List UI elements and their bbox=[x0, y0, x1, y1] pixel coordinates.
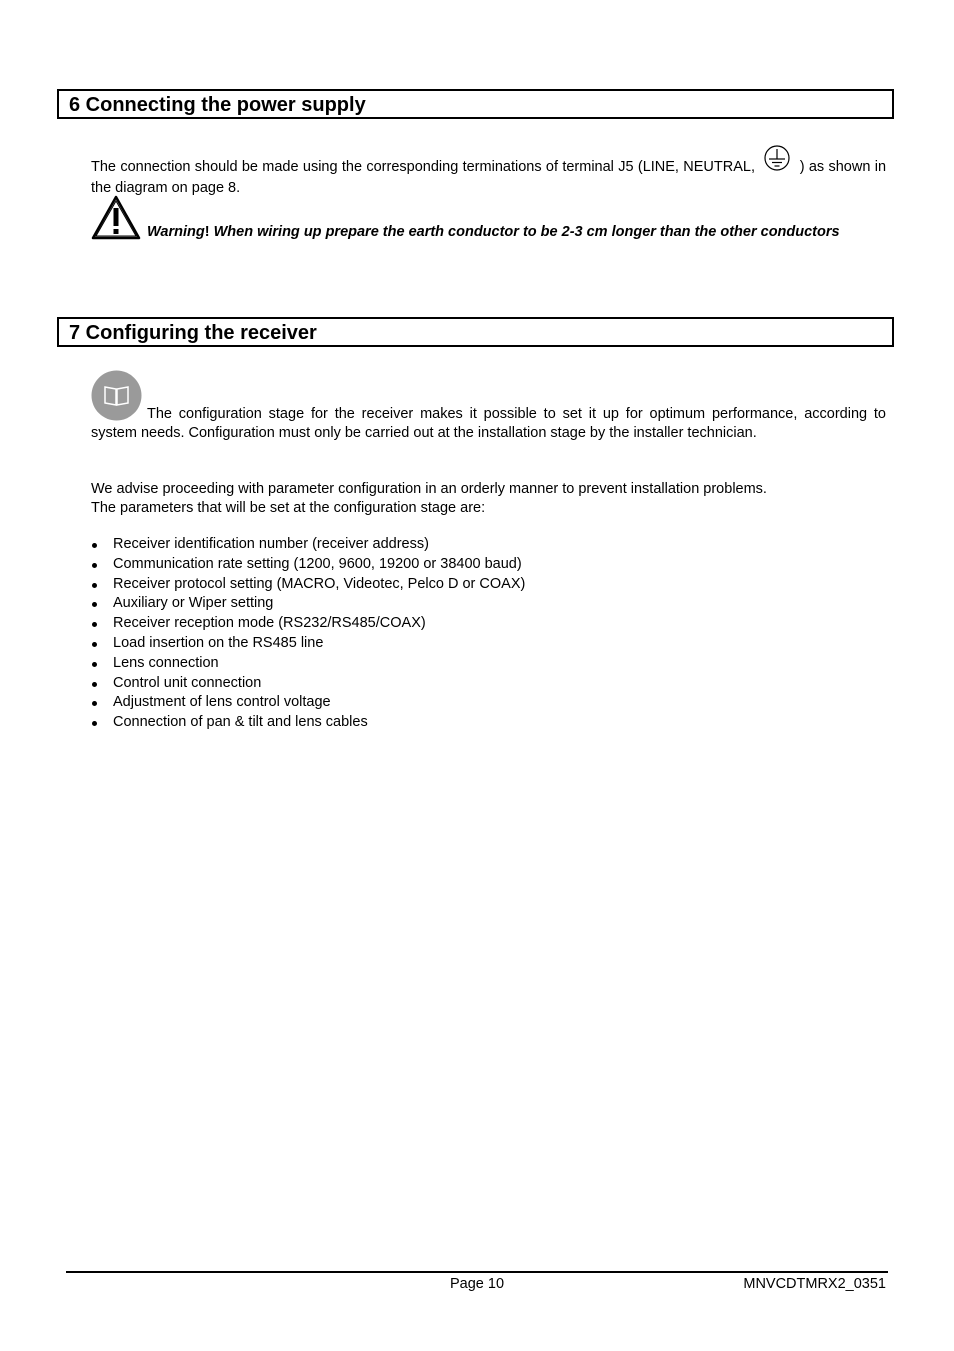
parameter-list bbox=[91, 535, 525, 733]
list-item: Auxiliary or Wiper setting bbox=[91, 594, 525, 614]
list-item: Lens connection bbox=[91, 654, 525, 674]
section-7-heading-box bbox=[57, 317, 894, 347]
warning-text bbox=[91, 223, 886, 242]
warning-body: When wiring up prepare the earth conductor to be 2-3 cm longer than the other conductors bbox=[209, 224, 840, 240]
power-connection-paragraph bbox=[91, 145, 886, 197]
configuration-intro-text: The configuration stage for the receiver makes it possible to set it up for optimum performance, according to system needs. Configuration must only be carried out at the installation stage by the installer technician. bbox=[91, 406, 886, 441]
list-item: Receiver reception mode (RS232/RS485/COAX) bbox=[91, 614, 525, 634]
section-6-heading-box bbox=[57, 89, 894, 119]
warning-bang: ! bbox=[204, 224, 210, 240]
footer-divider bbox=[66, 1271, 888, 1273]
section-7-heading: 7 Configuring the receiver bbox=[69, 322, 317, 344]
advise-paragraph bbox=[91, 480, 886, 517]
warning-label: Warning bbox=[147, 224, 205, 240]
power-connection-text-2: ) as shown in the diagram on page 8. bbox=[91, 159, 887, 196]
page-number: Page 10 bbox=[449, 1276, 505, 1292]
list-item: Communication rate setting (1200, 9600, 19200 or 38400 baud) bbox=[91, 555, 525, 575]
document-code: MNVCDTMRX2_0351 bbox=[743, 1276, 886, 1292]
section-6-heading: 6 Connecting the power supply bbox=[69, 94, 366, 116]
list-item: Receiver protocol setting (MACRO, Videotec, Pelco D or COAX) bbox=[91, 575, 525, 595]
list-item: Receiver identification number (receiver address) bbox=[91, 535, 525, 555]
advise-line-1: We advise proceeding with parameter configuration in an orderly manner to prevent installation problems. bbox=[91, 481, 767, 497]
list-item: Connection of pan & tilt and lens cables bbox=[91, 713, 525, 733]
advise-line-2: The parameters that will be set at the configuration stage are: bbox=[91, 499, 486, 516]
power-connection-text-1: The connection should be made using the corresponding terminations of terminal J5 (LINE, NEUTRAL, bbox=[91, 159, 755, 175]
list-item: Control unit connection bbox=[91, 674, 525, 694]
earth-ground-icon bbox=[762, 145, 792, 179]
list-item: Load insertion on the RS485 line bbox=[91, 634, 525, 654]
list-item: Adjustment of lens control voltage bbox=[91, 693, 525, 713]
configuration-intro bbox=[91, 405, 886, 442]
